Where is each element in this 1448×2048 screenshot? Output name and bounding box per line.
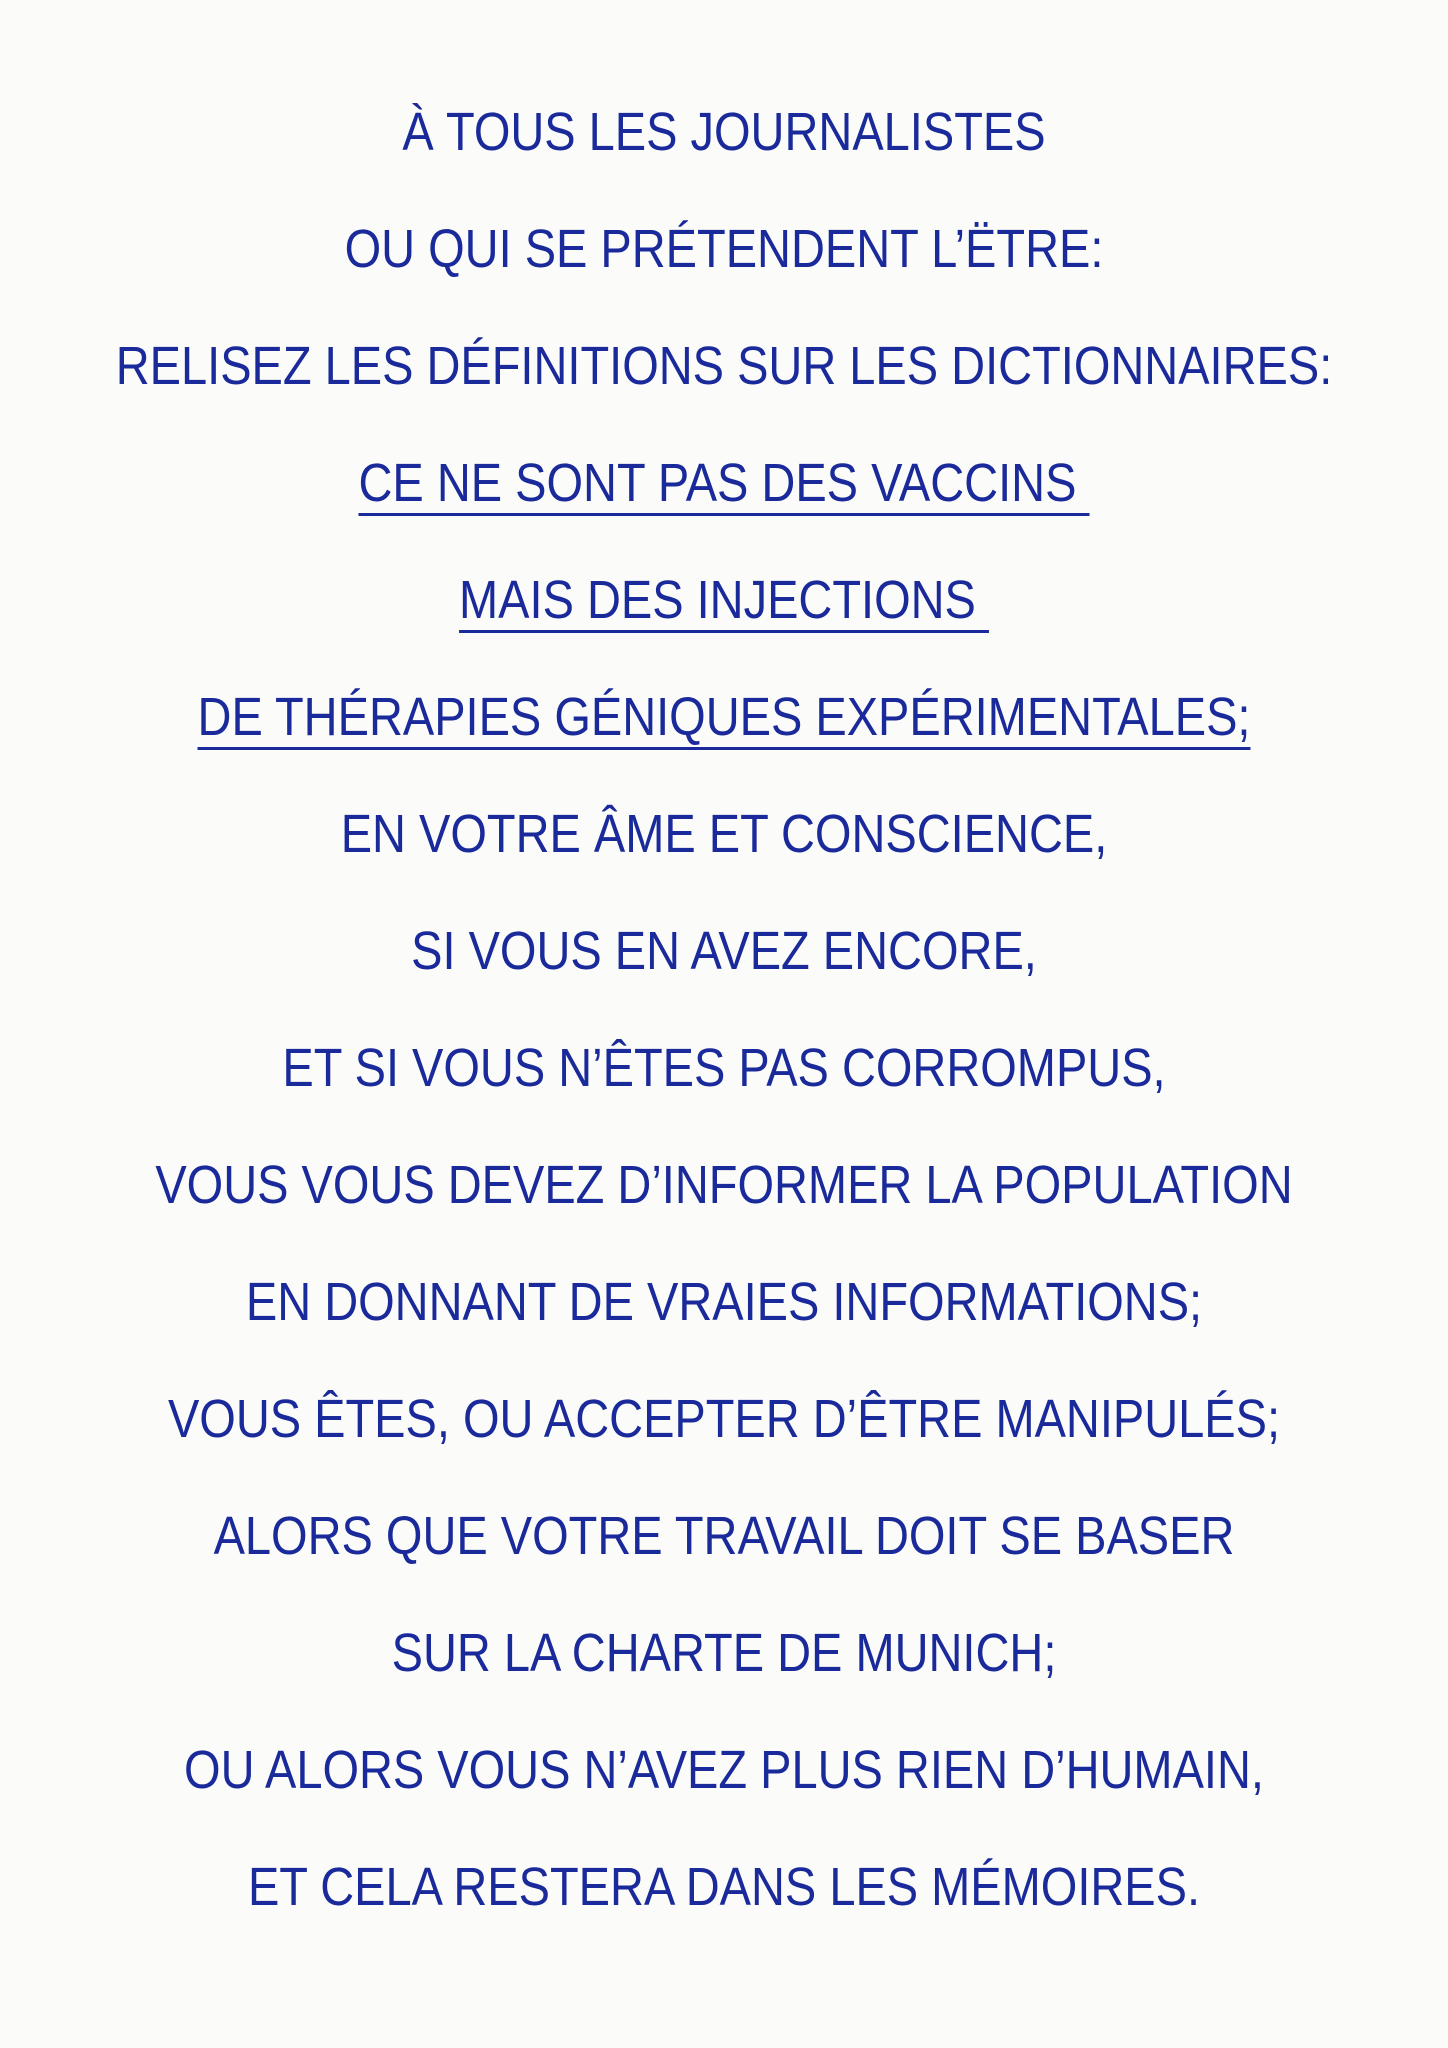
line-text: RELISEZ LES DÉFINITIONS SUR LES DICTIONNAIRES:	[115, 336, 1333, 396]
text-line	[94, 326, 1354, 443]
text-line	[94, 1145, 1354, 1262]
underlined-text-line	[94, 443, 1354, 560]
text-line	[94, 1379, 1354, 1496]
text-line	[94, 92, 1354, 209]
line-text: OU ALORS VOUS N’AVEZ PLUS RIEN D’HUMAIN,	[184, 1740, 1264, 1800]
line-text: ET SI VOUS N’ÊTES PAS CORROMPUS,	[282, 1038, 1166, 1098]
text-line	[94, 794, 1354, 911]
text-line	[94, 911, 1354, 1028]
text-line	[94, 1847, 1354, 1964]
line-text: VOUS ÊTES, OU ACCEPTER D’ÊTRE MANIPULÉS;	[167, 1389, 1281, 1449]
line-text: VOUS VOUS DEVEZ D’INFORMER LA POPULATION	[155, 1155, 1293, 1215]
line-text: OU QUI SE PRÉTENDENT L’ËTRE:	[344, 219, 1104, 279]
text-line	[94, 1262, 1354, 1379]
line-text: MAIS DES INJECTIONS	[459, 570, 989, 630]
line-text: À TOUS LES JOURNALISTES	[402, 102, 1046, 162]
line-text: SI VOUS EN AVEZ ENCORE,	[411, 921, 1037, 981]
line-text: EN VOTRE ÂME ET CONSCIENCE,	[340, 804, 1108, 864]
underlined-text-line	[94, 560, 1354, 677]
text-line	[94, 1496, 1354, 1613]
line-text: CE NE SONT PAS DES VACCINS	[358, 453, 1090, 513]
text-line	[94, 209, 1354, 326]
line-text: ALORS QUE VOTRE TRAVAIL DOIT SE BASER	[213, 1506, 1235, 1566]
text-line	[94, 1730, 1354, 1847]
line-text: SUR LA CHARTE DE MUNICH;	[391, 1623, 1057, 1683]
line-text: EN DONNANT DE VRAIES INFORMATIONS;	[245, 1272, 1203, 1332]
underlined-text-line	[94, 677, 1354, 794]
text-line	[94, 1613, 1354, 1730]
line-text: ET CELA RESTERA DANS LES MÉMOIRES.	[247, 1857, 1201, 1917]
text-line	[94, 1028, 1354, 1145]
line-text: DE THÉRAPIES GÉNIQUES EXPÉRIMENTALES;	[197, 687, 1251, 747]
